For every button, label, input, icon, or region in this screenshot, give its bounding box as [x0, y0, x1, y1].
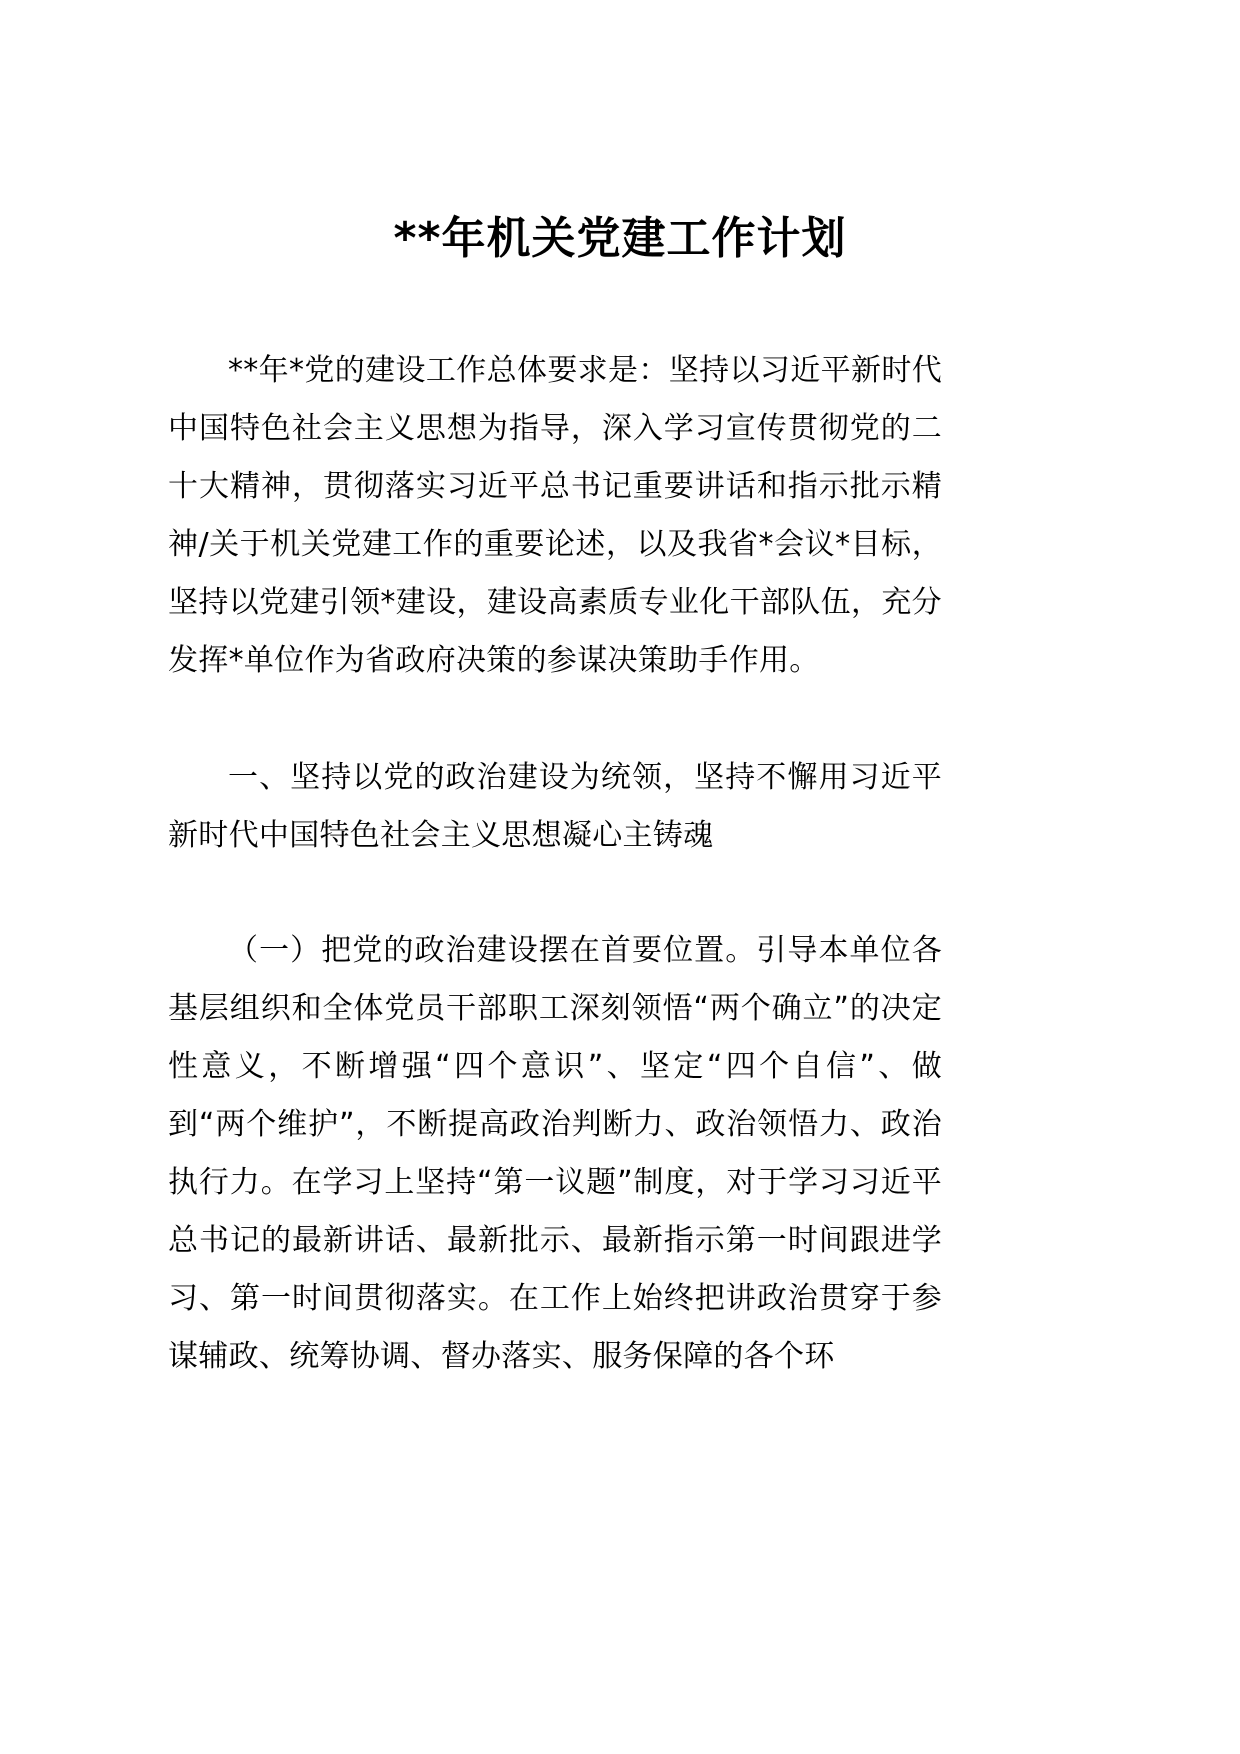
subsection-paragraph-1: （一）把党的政治建设摆在首要位置。引导本单位各基层组织和全体党员干部职工深刻领悟“两个确立”的决定性意义，不断增强“四个意识”、坚定“四个自信”、做到“两个维护”，不断提高政治判断力、政治领悟力、政治执行力。在学习上坚持“第一议题”制度，对于学习习近平总书记的最新讲话、最新批示、最新指示第一时间跟进学习、第一时间贯彻落实。在工作上始终把讲政治贯穿于参谋辅政、统筹协调、督办落实、服务保障的各个环 — [168, 933, 942, 1374]
document-title: **年机关党建工作计划 — [393, 213, 847, 265]
section-heading-1: 一、坚持以党的政治建设为统领，坚持不懈用习近平新时代中国特色社会主义思想凝心主铸魂 — [168, 760, 942, 853]
intro-paragraph: **年*党的建设工作总体要求是：坚持以习近平新时代中国特色社会主义思想为指导，深入学习宣传贯彻党的二十大精神，贯彻落实习近平总书记重要讲话和指示批示精神/关于机关党建工作的重要论述，以及我省*会议*目标，坚持以党建引领*建设，建设高素质专业化干部队伍，充分发挥*单位作为省政府决策的参谋决策助手作用。 — [168, 353, 942, 678]
